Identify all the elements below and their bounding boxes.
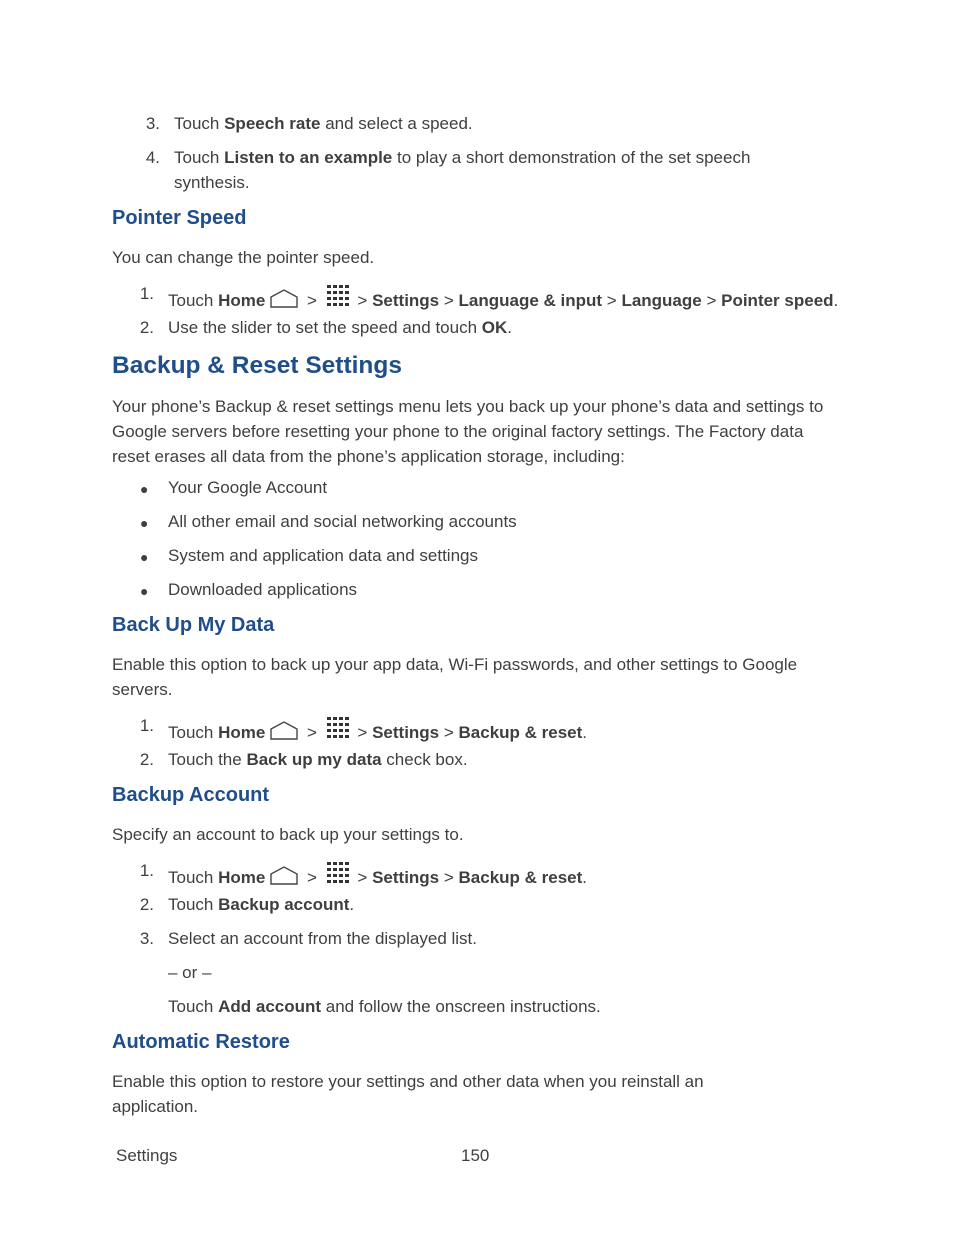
or-separator: – or –: [168, 963, 212, 982]
bullet-item: System and application data and settings: [168, 546, 478, 565]
apps-grid-icon: [326, 284, 350, 313]
bullet-icon: ●: [140, 481, 149, 497]
home-icon: [269, 720, 299, 745]
page-number: 150: [461, 1146, 490, 1165]
step-select-account: Select an account from the displayed list.: [168, 929, 477, 948]
heading-back-up-my-data: Back Up My Data: [112, 614, 275, 636]
step-pointer-path: Touch Home > > Settings > Language & input > Language > Pointer speed.: [168, 284, 838, 313]
step-number: 1.: [139, 716, 154, 735]
bullet-icon: ●: [140, 515, 149, 531]
step-slider: Use the slider to set the speed and touch OK.: [168, 318, 512, 337]
heading-automatic-restore: Automatic Restore: [112, 1031, 290, 1053]
step-number: 3.: [139, 929, 154, 948]
apps-grid-icon: [326, 716, 350, 745]
backup-reset-intro: Your phone’s Backup & reset settings menu lets you back up your phone’s data and settings to Google servers before resetting your phone to the original factory settings. The Factory data reset erases all data from the phone’s application storage, including:: [112, 397, 824, 466]
step-number: 2.: [139, 318, 154, 337]
backup-account-intro: Specify an account to back up your settings to.: [112, 825, 464, 844]
step-backup-account: Touch Backup account.: [168, 895, 355, 914]
step-number: 2.: [139, 750, 154, 769]
heading-backup-reset: Backup & Reset Settings: [112, 352, 402, 379]
step-number: 3.: [145, 114, 160, 133]
step-number: 1.: [139, 284, 154, 303]
step-speech-rate: Touch Speech rate and select a speed.: [174, 114, 473, 133]
step-number: 2.: [139, 895, 154, 914]
bullet-icon: ●: [140, 549, 149, 565]
step-backup-path: Touch Home > > Settings > Backup & reset.: [168, 716, 587, 745]
step-listen-example: Touch Listen to an example to play a short demonstration of the set speech: [174, 148, 751, 167]
step-number: 4.: [145, 148, 160, 167]
step-number: 1.: [139, 861, 154, 880]
bullet-item: Your Google Account: [168, 478, 328, 497]
step-listen-example-cont: synthesis.: [174, 173, 250, 192]
bullet-item: All other email and social networking accounts: [168, 512, 517, 531]
bullet-item: Downloaded applications: [168, 580, 358, 599]
auto-restore-intro: Enable this option to restore your settings and other data when you reinstall an application.: [112, 1072, 704, 1116]
heading-pointer-speed: Pointer Speed: [112, 207, 247, 229]
home-icon: [269, 288, 299, 313]
pointer-intro: You can change the pointer speed.: [112, 248, 375, 267]
step-backup-checkbox: Touch the Back up my data check box.: [168, 750, 468, 769]
step-add-account: Touch Add account and follow the onscreen instructions.: [168, 997, 601, 1016]
step-account-path: Touch Home > > Settings > Backup & reset.: [168, 861, 587, 890]
bullet-icon: ●: [140, 583, 149, 599]
footer-section: Settings: [116, 1146, 178, 1165]
apps-grid-icon: [326, 861, 350, 890]
heading-backup-account: Backup Account: [112, 784, 270, 806]
backup-data-intro: Enable this option to back up your app data, Wi-Fi passwords, and other settings to Google servers.: [112, 655, 798, 699]
home-icon: [269, 865, 299, 890]
